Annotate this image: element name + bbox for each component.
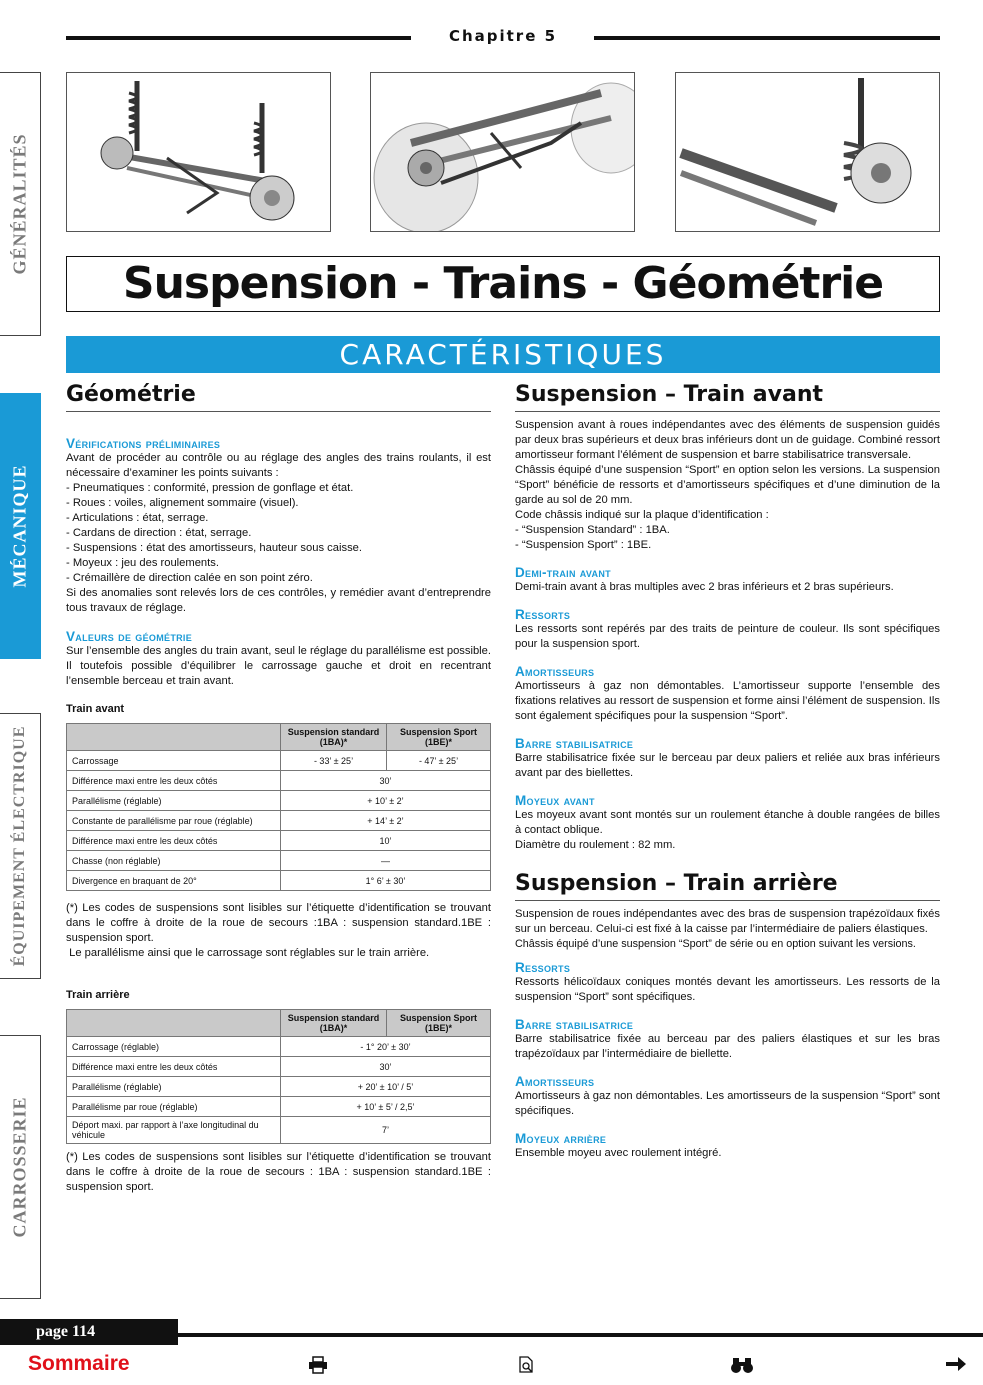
page-title-box	[66, 256, 940, 312]
subheading-amortisseurs: Amortisseurs	[515, 664, 595, 679]
paragraph: Diamètre du roulement : 82 mm.	[515, 839, 676, 851]
table-train-avant	[66, 723, 491, 891]
arrow-right-icon[interactable]	[945, 1356, 967, 1377]
header-rule-left	[66, 36, 411, 40]
footnote: (*) Les codes de suspensions sont lisibles sur l’étiquette d’identification se trouvant dans le coffre à droite de la roue de secours :1BA : suspension standard.1BE : suspension sport.	[66, 902, 491, 944]
paragraph: Ensemble moyeu avec roulement intégré.	[515, 1147, 722, 1159]
subheading-amortisseurs: Amortisseurs	[515, 1074, 595, 1089]
footnote: (*) Les codes de suspensions sont lisibles sur l’étiquette d’identification se trouvant dans le coffre à droite de la roue de secours : 1BA : suspension standard.1BE : suspension sport.	[66, 1151, 491, 1193]
list-item: - Articulations : état, serrage.	[66, 512, 209, 524]
list-item: - Cardans de direction : état, serrage.	[66, 527, 252, 539]
rear-axle-photo	[675, 72, 940, 232]
col-header-std: Suspension standard (1BA)*	[281, 1010, 387, 1037]
label-train-avant: Train avant	[66, 703, 125, 715]
list-item: - Crémaillère de direction calée en son point zéro.	[66, 572, 313, 584]
paragraph: Les moyeux avant sont montés sur un roulement étanche à double rangées de billes à contact oblique.	[515, 809, 940, 836]
footer-rule	[178, 1333, 983, 1337]
note: Le parallélisme ainsi que le carrossage sont réglables sur le train arrière.	[66, 947, 430, 959]
subheading-ressorts: Ressorts	[515, 960, 571, 975]
col-header-sport: Suspension Sport (1BE)*	[387, 724, 491, 751]
tab-label: MÉCANIQUE	[9, 464, 30, 588]
paragraph: Code châssis indiqué sur la plaque d’identification :	[515, 509, 769, 521]
paragraph: Châssis équipé d’une suspension “Sport” en option selon les versions. La suspension “Sport” bénéficie de ressorts et d’amortisseurs spécifiques et d’une diminution de la garde au sol de 20 mm.	[515, 464, 940, 506]
table-row: Carrossage (réglable) - 1° 20’ ± 30’	[67, 1037, 491, 1057]
subheading-moyeux-arriere: Moyeux arrière	[515, 1131, 607, 1146]
zoom-page-icon[interactable]	[518, 1356, 536, 1379]
table-row: Différence maxi entre les deux côtés 30’	[67, 1057, 491, 1077]
table-row: Parallélisme par roue (réglable) + 10’ ± 5’ / 2,5’	[67, 1097, 491, 1117]
col-header-sport: Suspension Sport (1BE)*	[387, 1010, 491, 1037]
paragraph: Ressorts hélicoïdaux coniques montés devant les amortisseurs. Les ressorts de la suspension “Sport” sont spécifiques.	[515, 976, 940, 1003]
table-row: Différence maxi entre les deux côtés 30’	[67, 771, 491, 791]
subheading-barre: Barre stabilisatrice	[515, 1017, 634, 1032]
table-row: Divergence en braquant de 20° 1° 6’ ± 30’	[67, 871, 491, 891]
header-rule-right	[594, 36, 940, 40]
table-row: Chasse (non réglable) —	[67, 851, 491, 871]
chapter-label: Chapitre 5	[448, 27, 558, 45]
table-row: Carrossage - 33’ ± 25’ - 47’ ± 25’	[67, 751, 491, 771]
table-row: Différence maxi entre les deux côtés 10’	[67, 831, 491, 851]
label-train-arriere: Train arrière	[66, 989, 130, 1001]
subheading-barre: Barre stabilisatrice	[515, 736, 634, 751]
list-item: - Suspensions : état des amortisseurs, hauteur sous caisse.	[66, 542, 362, 554]
tab-generalites[interactable]	[0, 72, 41, 336]
tab-mecanique[interactable]	[0, 393, 41, 659]
list-item: - Pneumatiques : conformité, pression de gonflage et état.	[66, 482, 354, 494]
tab-label: GÉNÉRALITÉS	[9, 133, 30, 275]
paragraph: Suspension avant à roues indépendantes avec des éléments de suspension guidés par deux bras supérieurs et deux bras inférieurs dont un de guidage. Combiné ressort amortisseur formant l’élément de suspension et barre stabilisatrice transversale.	[515, 419, 940, 461]
heading-train-arriere: Suspension – Train arrière	[515, 869, 940, 901]
list-item: - “Suspension Sport” : 1BE.	[515, 539, 652, 551]
list-item: - Roues : voiles, alignement sommaire (visuel).	[66, 497, 299, 509]
paragraph: Barre stabilisatrice fixée au berceau par des paliers élastiques et sur les bras trapézoïdaux par l’intermédiaire de biellette.	[515, 1033, 940, 1060]
subheading-valeurs: Valeurs de géométrie	[66, 629, 193, 644]
page-title: Suspension - Trains - Géométrie	[122, 258, 884, 309]
paragraph: Châssis équipé d’une suspension “Sport” de série ou en option suivant les versions.	[515, 938, 916, 950]
paragraph: Sur l’ensemble des angles du train avant, seul le réglage du parallélisme est possible. Il toutefois possible d’équilibrer le carrossage gauche et droit en recentrant l’ensemble berceau et train avant.	[66, 645, 491, 687]
subheading-verifications: Vérifications préliminaires	[66, 436, 221, 451]
binoculars-icon[interactable]	[730, 1356, 754, 1379]
paragraph: Les ressorts sont repérés par des traits de peinture de couleur. Ils sont spécifiques pour la suspension sport.	[515, 623, 940, 650]
table-row: Parallélisme (réglable) + 20’ ± 10’ / 5’	[67, 1077, 491, 1097]
table-row: Déport maxi. par rapport à l’axe longitudinal du véhicule 7’	[67, 1117, 491, 1144]
subheading-ressorts: Ressorts	[515, 607, 571, 622]
tab-carrosserie[interactable]	[0, 1035, 41, 1299]
front-subframe-photo	[370, 72, 635, 232]
subheading-demi-train: Demi-train avant	[515, 565, 611, 580]
table-row: Parallélisme (réglable) + 10’ ± 2’	[67, 791, 491, 811]
paragraph: Avant de procéder au contrôle ou au réglage des angles des trains roulants, il est nécessaire d’examiner les points suivants :	[66, 452, 491, 479]
sommaire-link[interactable]: Sommaire	[28, 1352, 130, 1375]
tab-equipement-electrique[interactable]	[0, 713, 41, 979]
subheading-moyeux-avant: Moyeux avant	[515, 793, 595, 808]
col-header-std: Suspension standard (1BA)*	[281, 724, 387, 751]
paragraph: Suspension de roues indépendantes avec des bras de suspension trapézoïdaux fixés sur un berceau. Celui-ci est fixé à la caisse par l’intermédiaire de paliers élastiques.	[515, 908, 940, 935]
table-row: Constante de parallélisme par roue (réglable) + 14’ ± 2’	[67, 811, 491, 831]
tab-label: ÉQUIPEMENT ÉLECTRIQUE	[11, 725, 28, 967]
list-item: - Moyeux : jeu des roulements.	[66, 557, 219, 569]
list-item: - “Suspension Standard” : 1BA.	[515, 524, 670, 536]
paragraph: Amortisseurs à gaz non démontables. Les amortisseurs de la suspension “Sport” sont spécifiques.	[515, 1090, 940, 1117]
page-number: page 114	[0, 1319, 178, 1345]
paragraph: Si des anomalies sont relevés lors de ces contrôles, y remédier avant d’entreprendre tous travaux de réglage.	[66, 587, 491, 614]
left-column	[66, 380, 491, 1195]
printer-icon[interactable]	[308, 1356, 328, 1379]
right-column	[515, 380, 940, 1161]
section-banner: CARACTÉRISTIQUES	[66, 336, 940, 373]
heading-train-avant: Suspension – Train avant	[515, 380, 940, 412]
paragraph: Barre stabilisatrice fixée sur le berceau par deux paliers et reliée aux bras inférieurs avant par des biellettes.	[515, 752, 940, 779]
table-train-arriere	[66, 1009, 491, 1144]
paragraph: Demi-train avant à bras multiples avec 2 bras inférieurs et 2 bras supérieurs.	[515, 581, 894, 593]
heading-geometrie: Géométrie	[66, 380, 491, 412]
paragraph: Amortisseurs à gaz non démontables. L’amortisseur supporte l’ensemble des fixations relatives au ressort de suspension et forme ainsi l’élément de suspension. Ils sont également spécifiques pour la suspension “Sport”.	[515, 680, 940, 722]
front-axle-photo	[66, 72, 331, 232]
tab-label: CARROSSERIE	[9, 1096, 30, 1238]
